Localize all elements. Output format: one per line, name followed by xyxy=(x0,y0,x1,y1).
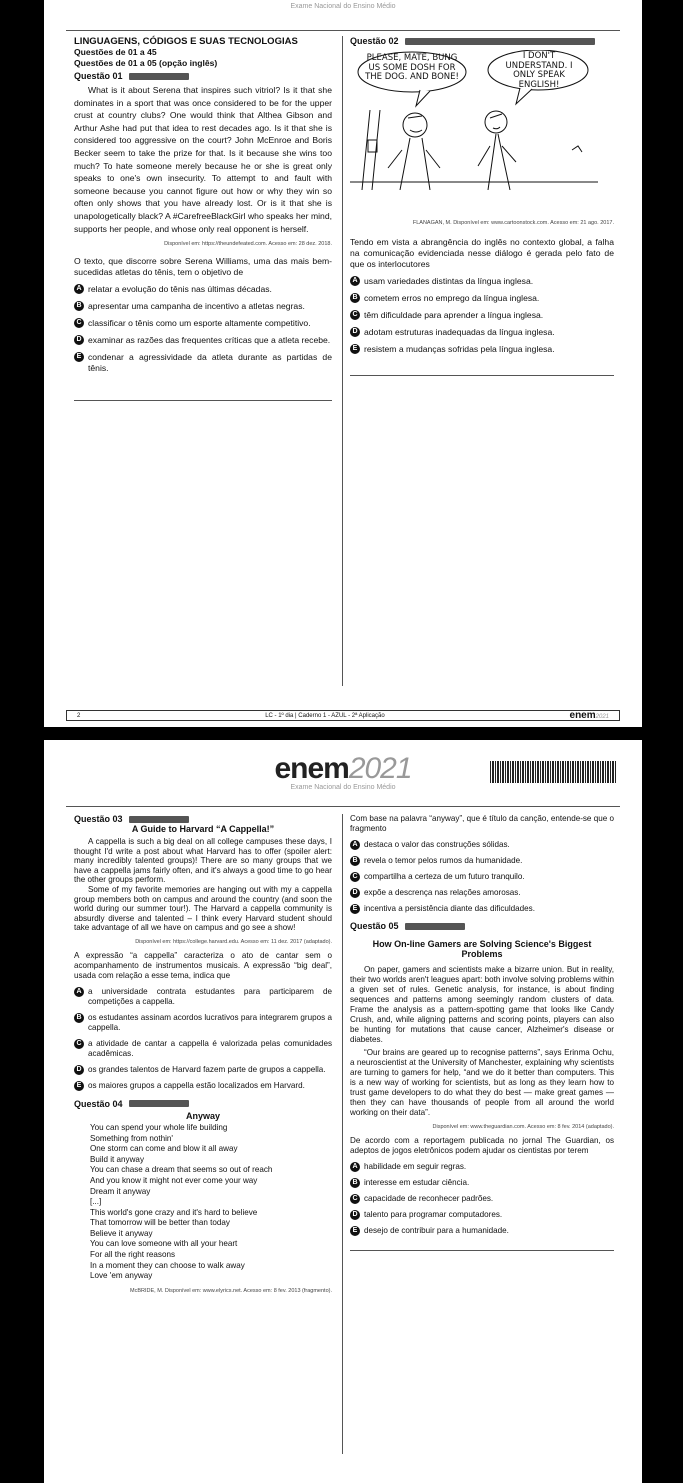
divider xyxy=(66,806,620,807)
option-letter: D xyxy=(74,1065,84,1075)
source-citation: Disponível em: https://theundefeated.com. Acesso em: 28 dez. 2018. xyxy=(164,241,332,248)
divider xyxy=(350,375,614,376)
right-column xyxy=(350,814,614,1251)
question-05-header xyxy=(350,921,614,931)
lyric-line: Dream it anyway xyxy=(90,1186,151,1196)
option[interactable] xyxy=(350,856,614,866)
option-text: cometem erros no emprego da língua inglesa. xyxy=(364,293,540,303)
logo-year: 2021 xyxy=(595,714,609,720)
option[interactable] xyxy=(350,904,614,914)
option-letter: C xyxy=(350,1194,360,1204)
enem-badge-icon xyxy=(129,73,189,80)
option-text: os maiores grupos a cappella estão localizados em Harvard. xyxy=(88,1080,305,1090)
lyric-line: You can spend your whole life building xyxy=(90,1122,228,1132)
questions-range: Questões de 01 a 45 xyxy=(74,47,157,57)
option-letter: A xyxy=(350,840,360,850)
option-letter: B xyxy=(350,1178,360,1188)
option[interactable] xyxy=(74,352,332,374)
option-text: habilidade em seguir regras. xyxy=(364,1162,467,1171)
question-02-header xyxy=(350,36,614,47)
option-text: destaca o valor das construções sólidas. xyxy=(364,840,510,849)
page-number: 2 xyxy=(77,712,81,719)
option-letter: B xyxy=(350,856,360,866)
question-03-header xyxy=(74,814,332,824)
option-text: compartilha a certeza de um futuro tranquilo. xyxy=(364,872,525,881)
paragraph: A cappella is such a big deal on all college campuses these days, I thought I'd write a post about what Harvard has to offer (spoiler alert: many incredibly talented groups)! There are so many groups that we have a cappella jams fairly often, and it's always a good time to go hear the other groups perform. xyxy=(74,837,332,885)
option-text: condenar a agressividade da atleta durante as partidas de tênis. xyxy=(88,352,332,374)
option-letter: E xyxy=(350,1226,360,1236)
question-text: What is it about Serena that inspires such vitriol? Is it that she dominates in a sport that was once considered to be for the upper crust at country clubs? One would think that Althea Gibson and Arthur Ashe had put that idea to rest decades ago. Is it that she is considered too aggressive on the court? John McEnroe and Boris Becker seem to take the prize for that. Is it because she wins too much? To hate someone merely because he or she is great only speaks to one's own insecurity. To attempt to and fault with someone because you cannot figure out how or why they win so often only shows that you have already lost. Or is it that she is unapologetically black? A #CarefreeBlackGirl who speaks her mind, supports her people, and whose only real opponent is herself. xyxy=(74,85,332,234)
lyric-line: [...] xyxy=(90,1197,102,1207)
lyric-line: Something from nothin' xyxy=(90,1133,173,1143)
column-divider xyxy=(342,36,343,686)
section-title: LINGUAGENS, CÓDIGOS E SUAS TECNOLOGIAS xyxy=(74,36,298,47)
speech-bubble-right: I DON'T UNDERSTAND. I ONLY SPEAK ENGLISH! xyxy=(505,51,573,90)
paragraph: “Our brains are geared up to recognise patterns”, says Erinma Ochu, a neuroscientist at the University of Manchester, explaining why scientists are turning to gamers for help, “and we do it better than computers. This is a new way of working for scientists, but as long as they learn how to trust game developers to do what they do best — make great games — then they can have thousands of people from all around the world working on their data”. xyxy=(350,1048,614,1117)
english-range: Questões de 01 a 05 (opção inglês) xyxy=(74,58,218,68)
cartoon xyxy=(350,47,614,193)
option-letter: A xyxy=(74,284,84,294)
speech-bubble-left: PLEASE, MATE, BUNG US SOME DOSH FOR THE DOG. AND BONE! xyxy=(365,53,459,82)
page-header: Exame Nacional do Ensino Médio xyxy=(290,784,396,791)
option-letter: C xyxy=(74,1039,84,1049)
option[interactable] xyxy=(74,301,332,312)
left-column xyxy=(74,36,332,401)
question-stem: A expressão “a cappella” caracteriza o ato de cantar sem o acompanhamento de instrumentos musicais. A expressão “big deal”, usada com relação a esse tema, indica que xyxy=(74,950,332,980)
option-text: classificar o tênis como um esporte altamente competitivo. xyxy=(88,318,311,329)
option-text: relatar a evolução do tênis nas últimas décadas. xyxy=(88,284,272,295)
option-letter: B xyxy=(74,301,84,311)
option-letter: D xyxy=(74,335,84,345)
option-letter: A xyxy=(74,987,84,997)
option-text: revela o temor pelos rumos da humanidade. xyxy=(364,856,523,865)
option-letter: E xyxy=(74,352,84,362)
question-stem: O texto, que discorre sobre Serena Williams, uma das mais bem-sucedidas atletas do tênis, tem o objetivo de xyxy=(74,256,332,278)
option[interactable] xyxy=(350,293,614,304)
option-text: desejo de contribuir para a humanidade. xyxy=(364,1226,509,1235)
question-01-header xyxy=(74,71,332,82)
option-letter: B xyxy=(74,1013,84,1023)
logo-year: 2021 xyxy=(348,752,412,785)
song-lyrics xyxy=(74,1123,332,1282)
right-column xyxy=(350,36,614,376)
lyric-line: This world's gone crazy and it's hard to believe xyxy=(90,1207,258,1217)
enem-badge-icon xyxy=(129,1100,189,1107)
divider xyxy=(74,400,332,401)
option[interactable] xyxy=(350,1226,614,1236)
lyric-line: One storm can come and blow it all away xyxy=(90,1144,238,1154)
options-list xyxy=(350,276,614,355)
option-text: incentiva a persistência diante das dificuldades. xyxy=(364,904,535,913)
option[interactable] xyxy=(74,284,332,295)
options-list xyxy=(74,284,332,374)
enem-badge-icon xyxy=(405,923,465,930)
option-letter: A xyxy=(350,276,360,286)
option-letter: E xyxy=(350,904,360,914)
divider xyxy=(66,30,620,31)
source-citation: McBRIDE, M. Disponível em: www.elyrics.net. Acesso em: 8 fev. 2013 (fragmento). xyxy=(130,1287,332,1294)
option-text: talento para programar computadores. xyxy=(364,1210,503,1219)
options-list xyxy=(350,1162,614,1236)
option-letter: B xyxy=(350,293,360,303)
option-text: usam variedades distintas da língua inglesa. xyxy=(364,276,534,286)
logo-text: enem xyxy=(274,752,349,785)
option-letter: E xyxy=(74,1081,84,1091)
lyric-line: Build it anyway xyxy=(90,1154,144,1164)
option[interactable] xyxy=(74,987,332,1007)
divider xyxy=(350,1250,614,1251)
option-letter: C xyxy=(74,318,84,328)
option[interactable] xyxy=(350,327,614,338)
paragraph: Some of my favorite memories are hanging out with my a cappella group members both on campus and around the country (and soon the world during our summer tour!). The Harvard a cappella community is absurdly diverse and talented – I think every Harvard student should take advantage of all we have on campus and go see a show! xyxy=(74,884,332,933)
option-text: os grandes talentos de Harvard fazem parte de grupos a cappella. xyxy=(88,1064,326,1074)
exam-page-2 xyxy=(44,740,642,1483)
lyric-line: For all the right reasons xyxy=(90,1250,176,1260)
source-citation: Disponível em: https://college.harvard.edu. Acesso em: 11 dez. 2017 (adaptado). xyxy=(135,938,332,945)
option[interactable] xyxy=(350,1162,614,1172)
option-letter: D xyxy=(350,1210,360,1220)
question-stem: Com base na palavra “anyway”, que é título da canção, entende-se que o fragmento xyxy=(350,814,614,833)
option[interactable] xyxy=(74,318,332,329)
option[interactable] xyxy=(74,1081,332,1091)
option-letter: D xyxy=(350,888,360,898)
option-text: a atividade de cantar a cappella é valorizada pelas comunidades acadêmicas. xyxy=(88,1038,332,1058)
question-label: Questão 02 xyxy=(350,36,399,46)
lyric-line: In a moment they can choose to walk away xyxy=(90,1260,245,1270)
option[interactable] xyxy=(350,888,614,898)
option[interactable] xyxy=(350,1178,614,1188)
footer-logo xyxy=(570,710,609,721)
lyric-line: Believe it anyway xyxy=(90,1228,153,1238)
option-text: adotam estruturas inadequadas da língua inglesa. xyxy=(364,327,555,337)
option-letter: C xyxy=(350,310,360,320)
option-text: capacidade de reconhecer padrões. xyxy=(364,1194,494,1203)
option[interactable] xyxy=(350,310,614,321)
option[interactable] xyxy=(350,840,614,850)
option[interactable] xyxy=(350,1194,614,1204)
options-list xyxy=(74,987,332,1091)
paragraph: On paper, gamers and scientists make a bizarre union. But in reality, their two worlds aren't leagues apart: both involve solving problems within a given set of rules. Genetic analysis, for instance, is about finding sequences and patterns among seemingly random clusters of data. Frame the analysis as a pattern-spotting game that looks like Candy Crush, and, while aligning patterns and scoring points, players can also be hunting for mutations that cause cancer, Alzheimer's disease or diabetes. xyxy=(350,965,614,1044)
option-text: têm dificuldade para aprender a língua inglesa. xyxy=(364,310,544,320)
option[interactable] xyxy=(74,1065,332,1075)
option-text: interesse em estudar ciência. xyxy=(364,1178,470,1187)
option-text: a universidade contrata estudantes para participarem de competições a cappella. xyxy=(88,986,332,1006)
option-text: examinar as razões das frequentes críticas que a atleta recebe. xyxy=(88,335,331,346)
lyric-line: And you know it might not ever come your way xyxy=(90,1175,258,1185)
exam-page-1 xyxy=(44,0,642,727)
question-stem: De acordo com a reportagem publicada no jornal The Guardian, os adeptos de jogos eletrônicos podem ajudar os cientistas por terem xyxy=(350,1136,614,1155)
option-letter: C xyxy=(350,872,360,882)
option[interactable] xyxy=(350,872,614,882)
question-label: Questão 05 xyxy=(350,921,399,931)
option[interactable] xyxy=(350,344,614,355)
lyric-line: You can love someone with all your heart xyxy=(90,1239,238,1249)
text-title: Anyway xyxy=(185,1110,220,1121)
left-column xyxy=(74,814,332,1300)
page-header: Exame Nacional do Ensino Médio xyxy=(290,3,396,10)
question-label: Questão 04 xyxy=(74,1098,123,1109)
question-04-header xyxy=(74,1099,332,1109)
lyric-line: Love 'em anyway xyxy=(90,1271,153,1281)
page-footer xyxy=(66,710,620,721)
footer-center: LC - 1º dia | Caderno 1 - AZUL - 2ª Aplicação xyxy=(265,712,385,719)
option[interactable] xyxy=(350,276,614,287)
lyric-line: That tomorrow will be better than today xyxy=(90,1218,230,1228)
question-stem: Tendo em vista a abrangência do inglês no contexto global, a falha na comunicação evidenciada nesse diálogo é gerada pelo fato de que os interlocutores xyxy=(350,237,614,269)
options-list xyxy=(350,840,614,914)
option[interactable] xyxy=(74,1039,332,1059)
column-divider xyxy=(342,814,343,1454)
option-text: os estudantes assinam acordos lucrativos para integrarem grupos a cappella. xyxy=(88,1012,332,1032)
option-text: apresentar uma campanha de incentivo a atletas negras. xyxy=(88,301,305,312)
barcode-icon xyxy=(490,761,616,783)
option[interactable] xyxy=(74,1013,332,1033)
option[interactable] xyxy=(74,335,332,346)
option-letter: E xyxy=(350,344,360,354)
option-text: expõe a descrença nas relações amorosas. xyxy=(364,888,521,897)
lyric-line: You can chase a dream that seems so out of reach xyxy=(90,1165,273,1175)
enem-badge-icon xyxy=(129,816,189,823)
question-label: Questão 01 xyxy=(74,71,123,81)
text-title: A Guide to Harvard “A Cappella!” xyxy=(131,824,275,834)
source-citation: Disponível em: www.theguardian.com. Acesso em: 8 fev. 2014 (adaptado). xyxy=(432,1124,614,1130)
text-title: How On-line Gamers are Solving Science's Biggest Problems xyxy=(372,939,592,959)
option-letter: A xyxy=(350,1162,360,1172)
option[interactable] xyxy=(350,1210,614,1220)
question-label: Questão 03 xyxy=(74,814,123,824)
enem-logo: enem xyxy=(569,710,596,721)
option-letter: D xyxy=(350,327,360,337)
source-citation: FLANAGAN, M. Disponível em: www.cartoonstock.com. Acesso em: 21 ago. 2017. xyxy=(412,220,614,226)
option-text: resistem a mudanças sofridas pela língua inglesa. xyxy=(364,344,555,354)
enem-badge-icon xyxy=(405,38,595,45)
